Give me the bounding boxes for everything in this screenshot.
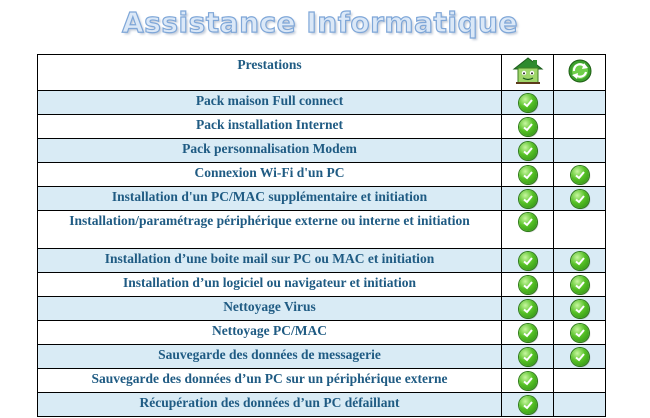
refresh-icon (567, 72, 593, 87)
row-label: Sauvegarde des données de messagerie (38, 345, 502, 369)
check-icon (519, 142, 537, 160)
check-icon (519, 396, 537, 414)
cell-col-b (554, 163, 606, 187)
table-row (38, 211, 606, 249)
row-label: Nettoyage PC/MAC (38, 321, 502, 345)
table-row (38, 369, 606, 393)
check-icon (571, 166, 589, 184)
cell-col-b (554, 91, 606, 115)
check-icon (571, 348, 589, 366)
page-banner (0, 2, 650, 42)
cell-col-b (554, 321, 606, 345)
cell-col-a (502, 115, 554, 139)
cell-col-a (502, 139, 554, 163)
check-icon (519, 118, 537, 136)
cell-col-a (502, 211, 554, 249)
row-label: Nettoyage Virus (38, 297, 502, 321)
cell-col-a (502, 345, 554, 369)
table-row (38, 393, 606, 417)
row-label: Installation/paramétrage périphérique externe ou interne et initiation (38, 211, 502, 249)
check-icon (571, 300, 589, 318)
table-row (38, 187, 606, 211)
cell-col-b (554, 273, 606, 297)
row-label: Pack personnalisation Modem (38, 139, 502, 163)
services-table (37, 54, 606, 417)
cell-col-b (554, 187, 606, 211)
row-label: Installation d'un PC/MAC supplémentaire et initiation (38, 187, 502, 211)
row-label: Installation d’une boite mail sur PC ou MAC et initiation (38, 249, 502, 273)
check-icon (519, 213, 537, 231)
table-row (38, 91, 606, 115)
cell-col-b (554, 345, 606, 369)
cell-col-b (554, 369, 606, 393)
cell-col-a (502, 393, 554, 417)
table-row (38, 249, 606, 273)
column-header-house (502, 55, 554, 91)
cell-col-b (554, 393, 606, 417)
table-row (38, 345, 606, 369)
table-row (38, 321, 606, 345)
cell-col-b (554, 297, 606, 321)
check-icon (571, 276, 589, 294)
check-icon (519, 348, 537, 366)
row-label: Installation d’un logiciel ou navigateur et initiation (38, 273, 502, 297)
cell-col-a (502, 187, 554, 211)
house-icon (510, 74, 546, 89)
banner-title: Assistance Informatique (122, 5, 518, 39)
table-row (38, 115, 606, 139)
check-icon (571, 252, 589, 270)
table-header-row (38, 55, 606, 91)
header-prestations: Prestations (38, 55, 502, 91)
cell-col-b (554, 139, 606, 163)
table-row (38, 163, 606, 187)
check-icon (519, 372, 537, 390)
check-icon (519, 324, 537, 342)
cell-col-b (554, 249, 606, 273)
row-label: Pack maison Full connect (38, 91, 502, 115)
cell-col-a (502, 297, 554, 321)
cell-col-a (502, 163, 554, 187)
check-icon (571, 190, 589, 208)
check-icon (519, 94, 537, 112)
table-row (38, 139, 606, 163)
row-label: Récupération des données d’un PC défaillant (38, 393, 502, 417)
table-row (38, 297, 606, 321)
cell-col-a (502, 249, 554, 273)
row-label: Connexion Wi-Fi d'un PC (38, 163, 502, 187)
check-icon (519, 190, 537, 208)
check-icon (571, 324, 589, 342)
cell-col-a (502, 321, 554, 345)
check-icon (519, 276, 537, 294)
cell-col-a (502, 369, 554, 393)
cell-col-b (554, 115, 606, 139)
check-icon (519, 166, 537, 184)
table-row (38, 273, 606, 297)
row-label: Sauvegarde des données d’un PC sur un périphérique externe (38, 369, 502, 393)
row-label: Pack installation Internet (38, 115, 502, 139)
check-icon (519, 252, 537, 270)
cell-col-a (502, 273, 554, 297)
check-icon (519, 300, 537, 318)
cell-col-a (502, 91, 554, 115)
column-header-refresh (554, 55, 606, 91)
cell-col-b (554, 211, 606, 249)
